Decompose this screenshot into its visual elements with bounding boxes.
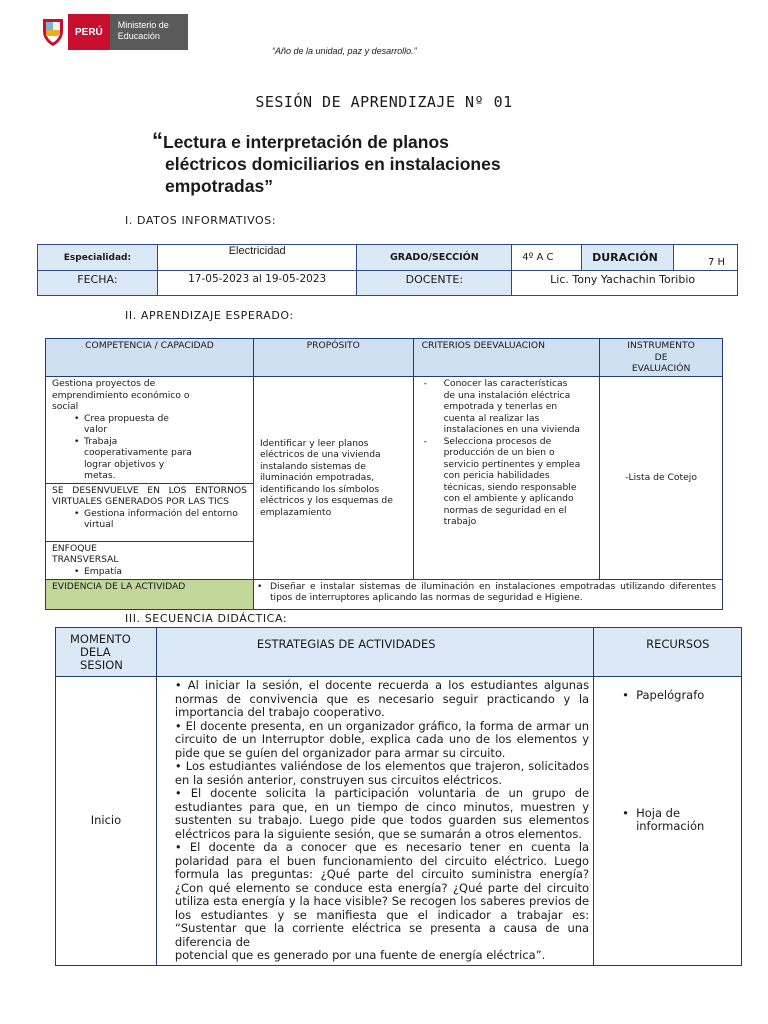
logo-country: PERÚ (68, 14, 110, 50)
quote-open: “ (152, 128, 163, 153)
competencia-2-item: • Gestiona información del entorno virtual (74, 508, 247, 531)
duracion-label: DURACIÓN (582, 245, 674, 271)
section-secuencia-heading: III. SECUENCIA DIDÁCTICA: (125, 612, 288, 625)
competencia-2-cell (46, 483, 254, 541)
criterio-item: - Selecciona procesos de producción de un bien o servicio pertinentes y emplea con pericia habilidades técnicas, siendo responsable con el ambiente y aplicando normas de seguridad en el trabajo (420, 436, 582, 528)
evidencia-text: Diseñar e instalar sistemas de iluminación en instalaciones empotradas utilizando diferentes tipos de interruptores aplicando las normas de seguridad e Higiene. (269, 580, 716, 603)
header-momento-line: DELA (80, 644, 111, 659)
header-criterios: CRITERIOS DEEVALUACION (413, 339, 600, 377)
coat-of-arms-icon (38, 14, 68, 50)
competencia-1-item: • Trabaja cooperativamente para lograr objetivos y metas. (74, 436, 193, 482)
header-instrumento-line: INSTRUMENTO (627, 340, 695, 351)
enfoque-item: • Empatía (74, 566, 133, 578)
minedu-logo (38, 14, 188, 50)
estrategias-cell (156, 677, 593, 966)
bullet-icon: • (622, 688, 629, 702)
especialidad-label: Especialidad: (38, 245, 158, 271)
evidencia-label: EVIDENCIA DE LA ACTIVIDAD (46, 579, 254, 609)
competencia-2-title: SE DESENVUELVE EN LOS ENTORNOS VIRTUALES GENERADOS POR LAS TICS (52, 484, 247, 507)
datos-table (37, 244, 738, 296)
enfoque-title: ENFOQUE TRANSVERSAL (52, 542, 119, 565)
criterios-cell (413, 377, 600, 580)
grado-label: GRADO/SECCIÓN (357, 245, 512, 271)
estrategia-paragraph: • Al iniciar la sesión, el docente recuerda a los estudiantes algunas normas de convivencia que es necesario seguir practicando y la importancia del trabajo cooperativo. (174, 678, 590, 719)
logo-ministry: Ministerio de Educación (110, 14, 188, 50)
criterio-item: - Conocer las características de una instalación eléctrica empotrada y tenerlas en cuenta al realizar las instalaciones en una vivienda (420, 378, 582, 436)
estrategia-paragraph: • El docente presenta, en un organizador gráfico, la forma de armar un circuito de un Interruptor doble, explica cada uno de los elementos y pide que se guíen del organizador para armar su circuito. (174, 718, 590, 760)
estrategia-paragraph: • El docente solicita la participación voluntaria de un grupo de estudiantes para que, en un tiempo de cinco minutos, muestren y sustenten su trabajo. Luego pide que todos guarden sus elementos eléctricos para la siguiente sesión, que se sumarán a otros elementos. (174, 786, 590, 841)
recurso-item (622, 689, 737, 703)
evidencia-cell (253, 579, 722, 609)
momento-inicio: Inicio (56, 677, 157, 966)
header-instrumento-line: DE (654, 351, 668, 363)
header-instrumento (600, 339, 723, 377)
header-proposito: PROPÓSITO (253, 339, 413, 377)
quote-close: ” (264, 176, 273, 196)
fecha-label: FECHA: (38, 271, 158, 296)
competencia-1-item: • Crea propuesta de valor (74, 413, 193, 436)
header-instrumento-line: EVALUACIÓN (631, 363, 691, 374)
subtitle-line-3: empotradas (165, 176, 265, 196)
section-datos-heading: I. DATOS INFORMATIVOS: (125, 214, 277, 227)
header-estrategias: ESTRATEGIAS DE ACTIVIDADES (156, 628, 593, 677)
proposito-cell: Identificar y leer planos eléctricos de una vivienda instalando sistemas de iluminación empotradas, identificando los símbolos eléctricos y los esquemas de emplazamiento (253, 377, 413, 580)
header-recursos: RECURSOS (594, 628, 742, 677)
header-momento-line: SESION (80, 657, 123, 672)
bullet-icon: • (622, 805, 629, 820)
recurso-item (622, 807, 737, 834)
header-competencia: COMPETENCIA / CAPACIDAD (46, 339, 254, 377)
especialidad-value: Electricidad (157, 245, 357, 271)
estrategia-paragraph: • El docente da a conocer que es necesario tener en cuenta la polaridad para el buen funcionamiento del circuito eléctrico. Luego formula las preguntas: ¿Qué parte del circuito suministra energía? ¿Con qué elemento se conduce esta energía? ¿Qué parte del circuito utiliza esta energía y la hace visible? Se recogen los saberes previos de los estudiantes y se manifiesta que el indicador a trabajar es: “Sustentar que la corriente eléctrica se presenta a causa de una diferencia de (174, 840, 590, 949)
grado-value: 4º A C (512, 245, 582, 271)
subtitle-line-1: Lectura e interpretación de planos (163, 132, 449, 152)
estrategia-paragraph: • Los estudiantes valiéndose de los elementos que trajeron, solicitados en la sesión anterior, construyen sus circuitos eléctricos. (174, 759, 590, 787)
competencia-1-title: Gestiona proyectos de emprendimiento económico o social (52, 378, 190, 412)
duracion-value: 7 H (674, 245, 738, 271)
competencia-1-cell (46, 377, 254, 484)
header-momento-line: MOMENTO (70, 631, 131, 646)
docente-value: Lic. Tony Yachachin Toribio (512, 271, 738, 296)
motto: “Año de la unidad, paz y desarrollo.” (272, 46, 417, 56)
header-momento (56, 628, 157, 677)
instrumento-cell: -Lista de Cotejo (600, 377, 723, 580)
session-subtitle (152, 130, 572, 197)
recurso-label: Hoja de información (636, 805, 705, 833)
enfoque-cell (46, 541, 254, 579)
recursos-cell (594, 677, 742, 966)
fecha-value: 17-05-2023 al 19-05-2023 (157, 271, 357, 296)
section-aprendizaje-heading: II. APRENDIZAJE ESPERADO: (125, 309, 294, 322)
bullet-icon: • (256, 580, 263, 592)
docente-label: DOCENTE: (357, 271, 512, 296)
page-title: SESIÓN DE APRENDIZAJE Nº 01 (255, 93, 513, 111)
secuencia-table (55, 627, 742, 966)
recurso-label: Papelógrafo (636, 688, 705, 702)
estrategia-paragraph: potencial que es generado por una fuente de energía eléctrica”. (174, 948, 546, 962)
aprendizaje-table (45, 338, 723, 610)
subtitle-line-2: eléctricos domiciliarios en instalaciones (165, 154, 501, 174)
